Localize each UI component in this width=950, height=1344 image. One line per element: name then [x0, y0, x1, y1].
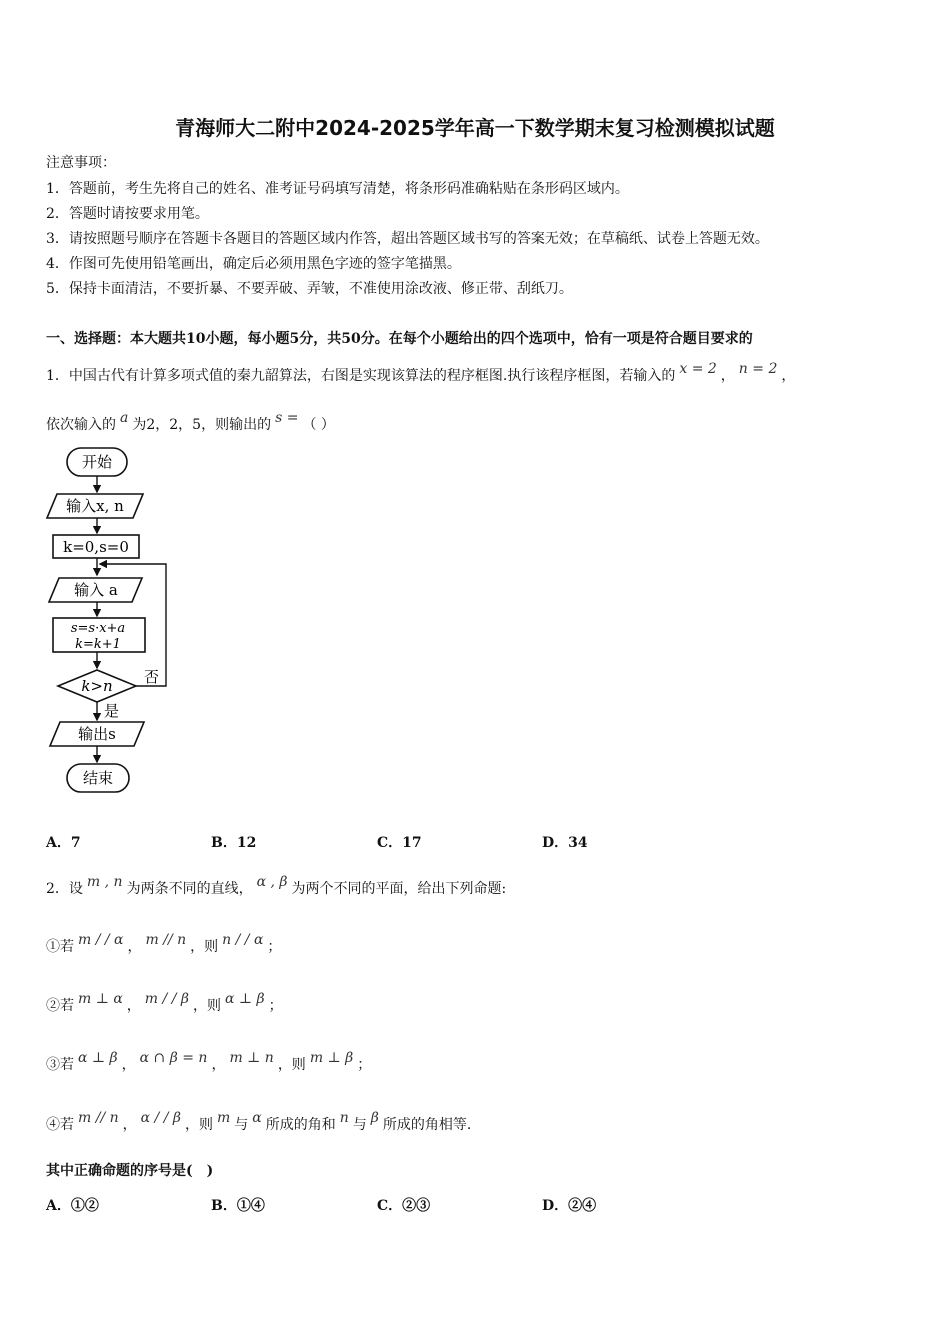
q1-option-b[interactable]: B．12 — [211, 835, 257, 851]
q2-option-c[interactable]: C．②③ — [377, 1198, 431, 1214]
flow-output: 输出s — [78, 725, 116, 743]
q1-option-c[interactable]: C．17 — [377, 835, 422, 851]
q1-math-x: x = 2 — [679, 361, 717, 377]
q1-option-d[interactable]: D．34 — [542, 835, 588, 851]
q1-sep: ， — [720, 368, 735, 384]
flow-yes-label: 是 — [104, 702, 120, 720]
q1-comma: ， — [781, 368, 796, 384]
q1-math-s: s = — [275, 410, 299, 426]
flow-start: 开始 — [81, 453, 113, 471]
flow-init: k=0,s=0 — [63, 538, 129, 556]
flow-no-label: 否 — [144, 668, 160, 686]
section-heading: 一、选择题：本大题共10小题，每小题5分，共50分。在每个小题给出的四个选项中，恰有一项是符合题目要求的 — [46, 331, 753, 347]
q1-math-a: a — [120, 410, 129, 426]
notice-item-2: 2．答题时请按要求用笔。 — [46, 206, 209, 222]
notice-item-1: 1．答题前，考生先将自己的姓名、准考证号码填写清楚，将条形码准确粘贴在条形码区域内。 — [46, 181, 629, 197]
q2-proposition-2: ②若 m ⊥ α ， m / / β ，则 α ⊥ β ； — [46, 991, 283, 1014]
flow-input-a: 输入 a — [74, 581, 118, 599]
q2-proposition-4: ④若 m // n ， α / / β ，则 m 与 α 所成的角和 n 与 β 所成的角相等. — [46, 1110, 472, 1133]
q1-text: 1．中国古代有计算多项式值的秦九韶算法，右图是实现该算法的程序框图.执行该程序框图，若输入的 — [46, 368, 676, 384]
q1-option-a[interactable]: A．7 — [46, 835, 81, 851]
flow-end: 结束 — [82, 769, 114, 787]
notice-item-3: 3．请按照题号顺序在答题卡各题目的答题区域内作答，超出答题区域书写的答案无效；在草稿纸、试卷上答题无效。 — [46, 231, 769, 247]
q2-intro-text-c: 为两个不同的平面，给出下列命题: — [291, 881, 507, 897]
flow-input-xn: 输入x, n — [66, 497, 124, 515]
notice-item-5: 5．保持卡面清洁，不要折暴、不要弄破、弄皱，不准使用涂改液、修正带、刮纸刀。 — [46, 281, 573, 297]
q1-line2-text: 依次输入的 — [46, 417, 116, 433]
flowchart — [40, 442, 180, 802]
q1-math-n: n = 2 — [738, 361, 778, 377]
q2-option-d[interactable]: D．②④ — [542, 1198, 597, 1214]
q2-intro-text-b: 为两条不同的直线， — [126, 881, 253, 897]
q2-proposition-1: ①若 m / / α ， m // n ，则 n / / α ； — [46, 932, 282, 955]
q2-intro-text: 2．设 — [46, 881, 83, 897]
flow-update-2: k=k+1 — [75, 637, 121, 652]
q2-intro — [46, 874, 507, 898]
q1-line2 — [46, 410, 335, 434]
q2-option-b[interactable]: B．①④ — [211, 1198, 265, 1214]
page-title: 青海师大二附中2024-2025学年高一下数学期末复习检测模拟试题 — [175, 116, 775, 140]
q2-proposition-3: ③若 α ⊥ β ， α ∩ β = n ， m ⊥ n ，则 m ⊥ β ； — [46, 1050, 372, 1073]
notice-heading: 注意事项： — [46, 155, 116, 171]
flow-cond: k>n — [81, 677, 113, 695]
q2-math-mn: m , n — [86, 874, 123, 890]
flow-update-1: s=s·x+a — [70, 621, 126, 636]
notice-item-4: 4．作图可先使用铅笔画出，确定后必须用黑色字迹的签字笔描黑。 — [46, 256, 461, 272]
q2-option-a[interactable]: A．①② — [46, 1198, 99, 1214]
q1-line2-text-b: 为2，2，5，则输出的 — [132, 417, 272, 433]
q2-question: 其中正确命题的序号是( ) — [46, 1163, 214, 1179]
q1-line1 — [46, 361, 796, 385]
q2-math-ab: α , β — [256, 874, 288, 890]
q1-bracket: （ ） — [302, 417, 335, 433]
